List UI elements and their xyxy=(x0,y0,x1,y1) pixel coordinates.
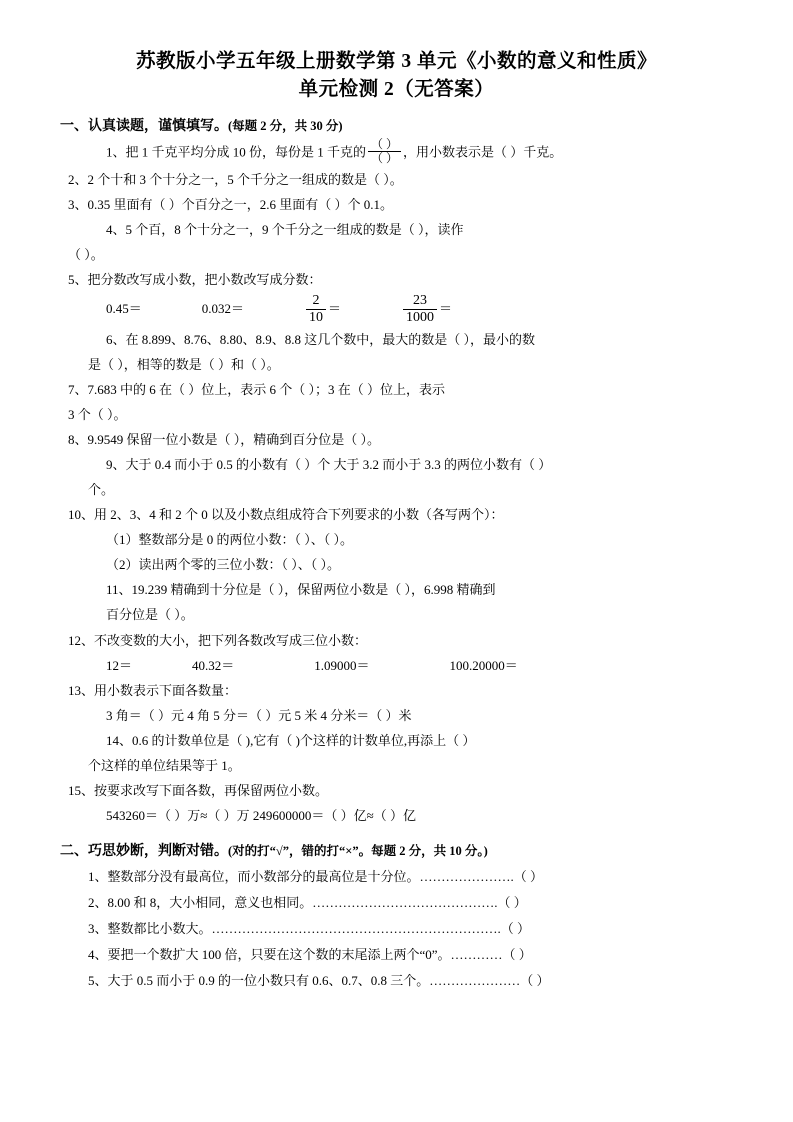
question-7 xyxy=(60,378,733,402)
question-14-text-a: 0.6 的计数单位是（ ),它有（ )个这样的计数单位,再添上（ ） xyxy=(132,732,476,748)
question-3-text: 0.35 里面有（ ）个百分之一，2.6 里面有（ ）个 0.1。 xyxy=(87,197,394,213)
tf-item-1 xyxy=(60,864,733,890)
question-6-text-a: 在 8.899、8.76、8.80、8.9、8.8 这几个数中，最大的数是（ ），最小的数 xyxy=(125,331,536,347)
question-9-text-a: 大于 0.4 而小于 0.5 的小数有（ ）个 大于 3.2 而小于 3.3 的两位小数有（ ） xyxy=(125,457,552,473)
question-1-text-b: ，用小数表示是（ ）千克。 xyxy=(403,143,563,159)
question-2-text: 2 个十和 3 个十分之一，5 个千分之一组成的数是（ ）。 xyxy=(87,172,403,188)
question-11-text-a: 19.239 精确到十分位是（ ），保留两位小数是（ ），6.998 精确到 xyxy=(131,582,496,598)
question-13-number: 13、 xyxy=(68,682,95,698)
question-9-text-b: 个。 xyxy=(88,482,115,498)
question-6-number: 6、 xyxy=(106,331,126,347)
tf-item-2 xyxy=(60,890,733,916)
question-2-number: 2、 xyxy=(68,172,88,188)
tf-item-4-text: 要把一个数扩大 100 倍，只要在这个数的末尾添上两个“0”。…………（ ） xyxy=(107,946,532,962)
question-1-text-a: 把 1 千克平均分成 10 份，每份是 1 千克的 xyxy=(125,143,367,159)
question-4-cont xyxy=(60,243,733,267)
q15-content: 543260＝（ ）万≈（ ）万 249600000＝（ ）亿≈（ ）亿 xyxy=(106,807,417,823)
question-5-number: 5、 xyxy=(68,272,88,288)
question-10-sub-1-text: （1）整数部分是 0 的两位小数：（ ）、（ ）。 xyxy=(106,532,354,548)
q13-content: 3 角＝（ ）元 4 角 5 分＝（ ）元 5 米 4 分米＝（ ）米 xyxy=(106,707,412,723)
tf-item-3-number: 3、 xyxy=(88,920,108,936)
q5-fraction-c-numerator: 2 xyxy=(312,292,320,308)
q12-value-4: 100.20000＝ xyxy=(449,657,518,673)
question-4-text-b: （ ）。 xyxy=(68,247,104,263)
question-10-sub-2 xyxy=(60,553,733,577)
section-2-heading xyxy=(60,840,733,860)
q5-item-b: 0.032＝ xyxy=(201,301,245,317)
question-1-fraction-numerator: （ ） xyxy=(371,136,399,151)
q5-equals-c: ＝ xyxy=(328,301,342,317)
question-13 xyxy=(60,679,733,703)
question-7-text-a: 7.683 中的 6 在（ ）位上，表示 6 个（ ）；3 在（ ）位上，表示 xyxy=(87,382,446,398)
question-10-sub-1 xyxy=(60,528,733,552)
tf-item-5-text: 大于 0.5 而小于 0.9 的一位小数只有 0.6、0.7、0.8 三个。…………………（ ） xyxy=(107,972,550,988)
question-1 xyxy=(60,136,733,168)
section-2-heading-note: (对的打“√”，错的打“×”。每题 2 分，共 10 分。) xyxy=(228,843,488,858)
question-4-number: 4、 xyxy=(106,222,126,238)
question-15-number: 15、 xyxy=(68,782,95,798)
question-7-cont xyxy=(60,403,733,427)
question-8 xyxy=(60,428,733,452)
question-13-answers xyxy=(60,704,733,728)
question-14-number: 14、 xyxy=(106,732,133,748)
page-title xyxy=(60,48,733,105)
question-6 xyxy=(60,328,733,352)
question-13-text: 用小数表示下面各数量： xyxy=(94,682,238,698)
question-15 xyxy=(60,779,733,803)
question-11 xyxy=(60,578,733,602)
question-15-text: 按要求改写下面各数，再保留两位小数。 xyxy=(94,782,329,798)
question-10-text: 用 2、3、4 和 2 个 0 以及小数点组成符合下列要求的小数（各写两个）： xyxy=(94,507,504,523)
question-10-sub-2-text: （2）读出两个零的三位小数：（ ）、（ ）。 xyxy=(106,557,341,573)
question-11-number: 11、 xyxy=(106,582,132,598)
tf-item-5-number: 5、 xyxy=(88,972,108,988)
tf-item-3-text: 整数都比小数大。………………………………………………………….（ ） xyxy=(107,920,531,936)
question-15-answers xyxy=(60,804,733,828)
question-5 xyxy=(60,268,733,292)
question-5-answers xyxy=(60,293,733,327)
question-1-fraction xyxy=(368,138,401,167)
section-2-heading-text: 二、巧思妙断，判断对错。 xyxy=(60,843,228,859)
question-3 xyxy=(60,193,733,217)
section-1-heading xyxy=(60,115,733,135)
section-1-heading-note: (每题 2 分，共 30 分) xyxy=(228,118,343,133)
question-8-number: 8、 xyxy=(68,432,88,448)
question-7-number: 7、 xyxy=(68,382,88,398)
question-10 xyxy=(60,503,733,527)
question-9-number: 9、 xyxy=(106,457,126,473)
title-line-1: 苏教版小学五年级上册数学第 3 单元《小数的意义和性质》 xyxy=(135,51,657,72)
q12-value-2: 40.32＝ xyxy=(192,657,235,673)
q5-fraction-d xyxy=(403,293,437,326)
question-14-cont xyxy=(60,754,733,778)
tf-item-2-text: 8.00 和 8，大小相同，意义也相同。…………………………………….（ ） xyxy=(107,894,527,910)
tf-item-4-number: 4、 xyxy=(88,946,108,962)
question-4-text-a: 5 个百，8 个十分之一，9 个千分之一组成的数是（ ），读作 xyxy=(125,222,464,238)
tf-item-1-text: 整数部分没有最高位，而小数部分的最高位是十分位。………………….（ ） xyxy=(107,868,544,884)
question-6-cont xyxy=(60,353,733,377)
question-10-number: 10、 xyxy=(68,507,95,523)
section-1-heading-text: 一、认真读题，谨慎填写。 xyxy=(60,118,228,134)
question-6-text-b: 是（ ），相等的数是（ ）和（ ）。 xyxy=(88,357,280,373)
question-8-text: 9.9549 保留一位小数是（ ），精确到百分位是（ ）。 xyxy=(87,432,381,448)
question-9 xyxy=(60,453,733,477)
tf-item-2-number: 2、 xyxy=(88,894,108,910)
question-11-text-b: 百分位是（ ）。 xyxy=(106,607,194,623)
q12-value-3: 1.09000＝ xyxy=(314,657,370,673)
q5-fraction-c xyxy=(306,293,326,326)
tf-item-3 xyxy=(60,916,733,942)
question-12-values xyxy=(60,654,733,678)
question-12-number: 12、 xyxy=(68,632,95,648)
question-12 xyxy=(60,629,733,653)
question-1-number: 1、 xyxy=(106,143,126,159)
question-12-text: 不改变数的大小，把下列各数改写成三位小数： xyxy=(94,632,368,648)
tf-item-5 xyxy=(60,968,733,994)
q5-item-a: 0.45＝ xyxy=(106,301,142,317)
q12-value-1: 12＝ xyxy=(106,657,133,673)
q5-equals-d: ＝ xyxy=(439,301,453,317)
question-5-text: 把分数改写成小数，把小数改写成分数： xyxy=(87,272,322,288)
q5-fraction-d-denominator: 1000 xyxy=(403,309,437,326)
q5-fraction-c-denominator: 10 xyxy=(306,309,326,326)
tf-item-4 xyxy=(60,942,733,968)
question-4 xyxy=(60,218,733,242)
question-14-text-b: 个这样的单位结果等于 1。 xyxy=(88,757,241,773)
tf-item-1-number: 1、 xyxy=(88,868,108,884)
question-1-fraction-denominator: （ ） xyxy=(368,151,401,166)
question-2 xyxy=(60,168,733,192)
question-11-cont xyxy=(60,603,733,627)
question-3-number: 3、 xyxy=(68,197,88,213)
title-line-2: 单元检测 2（无答案） xyxy=(298,79,495,101)
question-9-cont xyxy=(60,478,733,502)
q5-fraction-d-numerator: 23 xyxy=(413,292,428,308)
question-14 xyxy=(60,729,733,753)
question-7-text-b: 3 个（ ）。 xyxy=(68,407,127,423)
